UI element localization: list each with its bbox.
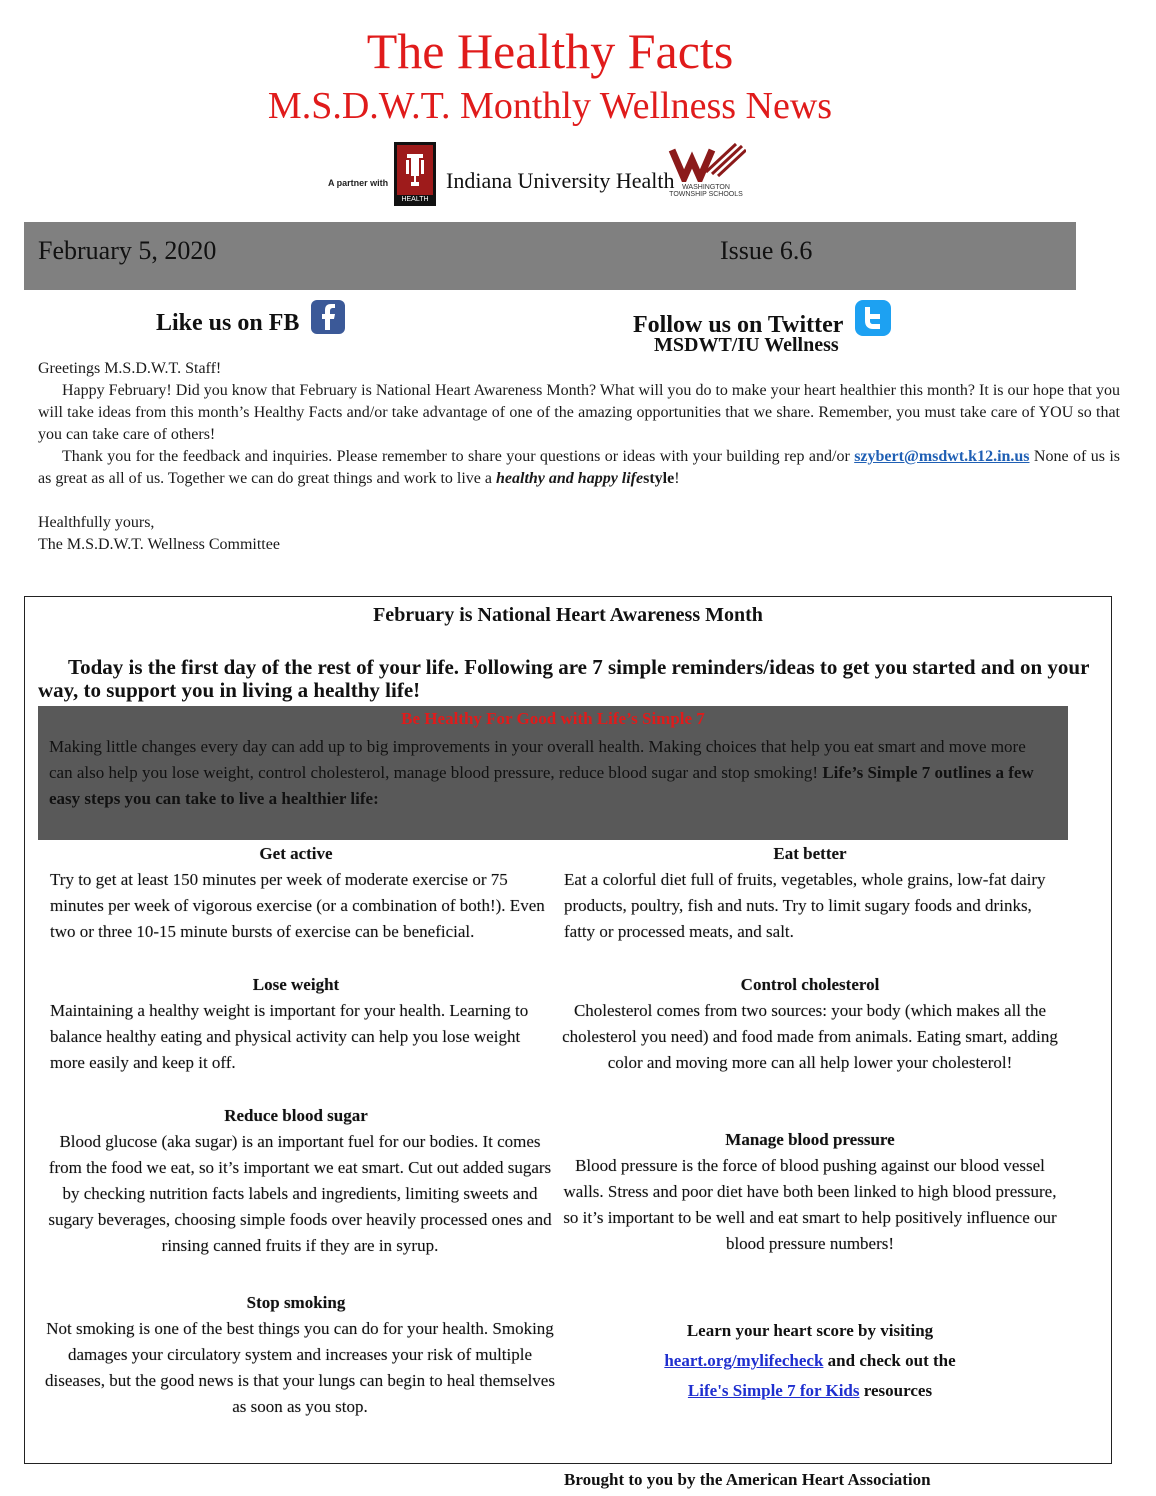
signature: The M.S.D.W.T. Wellness Committee	[38, 536, 280, 553]
banner-bold: Life’s Simple 7 outlines a few easy steps you can take to live a healthier life:	[49, 763, 1034, 808]
partner-logos	[328, 142, 758, 208]
lose-weight-heading: Lose weight	[252, 975, 340, 994]
newsletter-subtitle: M.S.D.W.T. Monthly Wellness News	[267, 85, 833, 127]
cholesterol-heading: Control cholesterol	[740, 975, 880, 994]
simple7-banner	[38, 706, 1068, 840]
eat-better-heading: Eat better	[773, 844, 847, 863]
email-link[interactable]: szybert@msdwt.k12.in.us	[854, 448, 1030, 465]
facebook-label: Like us on FB	[156, 310, 300, 336]
iu-logo-caption: HEALTH	[401, 196, 429, 203]
intro-paragraph-2	[38, 446, 1120, 490]
heart-score-callout	[556, 1316, 1064, 1406]
iu-health-logo	[394, 142, 436, 206]
lose-weight-text: Maintaining a healthy weight is important for your health. Learning to balance healthy eating and physical activity can help you lose weight more easily and keep it off.	[50, 1001, 529, 1072]
issue-date: February 5, 2020	[38, 236, 217, 265]
greeting: Greetings M.S.D.W.T. Staff!	[38, 360, 222, 377]
blood-pressure-text: Blood pressure is the force of blood pushing against our blood vessel walls. Stress and poor diet have both been linked to high blood pressure, so it’s important to be well and eat smart to help positively influence our blood pressure numbers!	[563, 1156, 1057, 1253]
facebook-link[interactable]	[156, 300, 345, 341]
twitter-handle: MSDWT/IU Wellness	[654, 334, 839, 356]
para2-start: Thank you for the feedback and inquiries. Please remember to share your questions or ideas with your building rep and/or	[62, 448, 850, 465]
reduce-sugar-heading: Reduce blood sugar	[224, 1106, 368, 1125]
wts-line1: WASHINGTON	[682, 184, 730, 191]
stop-smoking-heading: Stop smoking	[246, 1293, 346, 1312]
mylifecheck-link[interactable]: heart.org/mylifecheck	[664, 1351, 824, 1370]
intro-letter	[38, 358, 1120, 556]
get-active-text: Try to get at least 150 minutes per week of moderate exercise or 75 minutes per week of vigorous exercise (or a combination of both!). Even two or three 10-15 minute bursts of exercise can be beneficial.	[50, 870, 545, 941]
blood-pressure-heading: Manage blood pressure	[725, 1130, 895, 1149]
para2-end: !	[674, 470, 680, 487]
washington-township-logo	[666, 142, 746, 200]
banner-body: Making little changes every day can add up to big improvements in your overall health. Making choices that help you eat smart and move more can also help you lose weight, control cholesterol, manage blood pressure, reduce blood sugar and stop smoking!	[49, 737, 1026, 782]
simple7-kids-link[interactable]: Life's Simple 7 for Kids	[687, 1381, 860, 1400]
para2-mid: None of us is as great as all of us. Together we can do great things and work to live a	[38, 448, 1121, 487]
eat-better-text: Eat a colorful diet full of fruits, vegetables, whole grains, low-fat dairy products, poultry, fish and nuts. Try to limit sugary foods and drinks, fatty or processed meats, and salt.	[564, 870, 1046, 941]
stop-smoking-text: Not smoking is one of the best things you can do for your health. Smoking damages your circulatory system and increases your risk of multiple diseases, but the good news is that your lungs can begin to heal themselves as soon as you stop.	[45, 1319, 555, 1416]
signoff: Healthfully yours,	[38, 514, 155, 531]
date-issue-bar	[24, 222, 1076, 290]
newsletter-title: The Healthy Facts	[366, 23, 734, 79]
feature-title: February is National Heart Awareness Month	[373, 604, 763, 626]
learn-mid: and check out the	[823, 1351, 956, 1370]
twitter-icon[interactable]	[855, 300, 891, 343]
learn-end: resources	[859, 1381, 933, 1400]
reduce-sugar-text: Blood glucose (aka sugar) is an important fuel for our bodies. It comes from the food we eat, so it’s important we eat smart. Cut out added sugars by checking nutrition facts labels and ingredients, limiting sweets and sugary beverages, choosing simple foods over heavily processed ones and rinsing canned fruits if they are in syrup.	[48, 1132, 552, 1255]
cholesterol-text: Cholesterol comes from two sources: your body (which makes all the cholesterol you need) and food made from animals. Eating smart, adding color and moving more can all help lower your cholesterol!	[562, 1001, 1058, 1072]
aha-credit: Brought to you by the American Heart Association	[564, 1470, 931, 1489]
learn-line: Learn your heart score by visiting	[686, 1321, 934, 1340]
para2-style: style	[643, 470, 675, 487]
issue-number: Issue 6.6	[720, 236, 813, 265]
partner-text: A partner with	[328, 178, 389, 188]
healthy-happy-emphasis: healthy and happy life	[496, 470, 644, 487]
intro-paragraph-1: Happy February! Did you know that February is National Heart Awareness Month? What will you do to make your heart healthier this month? It is our hope that you will take ideas from this month’s Healthy Facts and/or take advantage of one of the amazing opportunities that we share. Remember, you must take care of YOU so that you can take care of others!	[38, 382, 1120, 443]
banner-title: Be Healthy For Good with Life’s Simple 7	[401, 709, 705, 728]
get-active-heading: Get active	[259, 844, 333, 863]
feature-lead: Today is the first day of the rest of your life. Following are 7 simple reminders/ideas to get you started and on your way, to support you in living a healthy life!	[38, 655, 1090, 702]
banner-text	[49, 734, 1049, 812]
partner-name: Indiana University Health	[446, 168, 675, 193]
twitter-label: Follow us on Twitter	[633, 312, 844, 338]
facebook-icon[interactable]	[311, 300, 345, 341]
wts-line2: TOWNSHIP SCHOOLS	[669, 191, 743, 199]
